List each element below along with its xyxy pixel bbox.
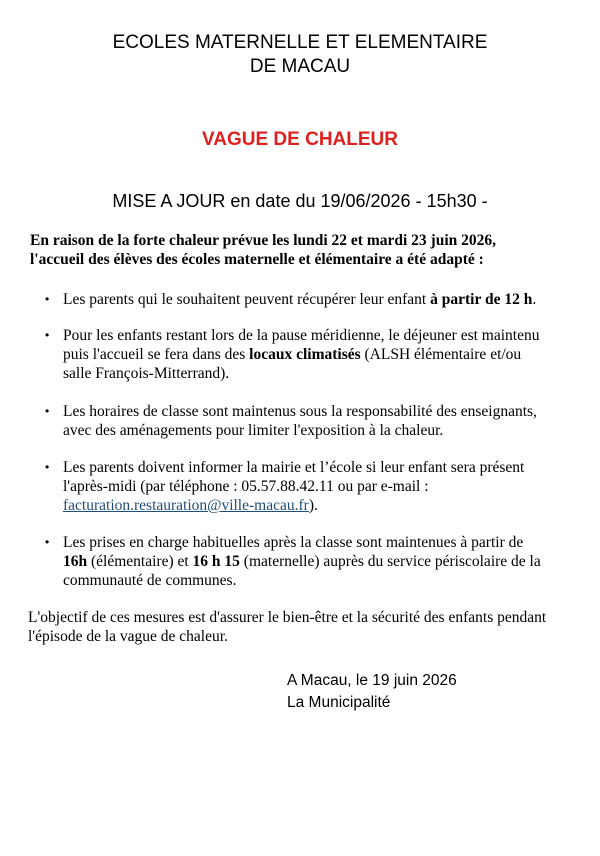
- list-item: [45, 290, 578, 309]
- bullet-dot-icon: •: [45, 460, 50, 474]
- email-link[interactable]: facturation.restauration@ville-macau.fr: [63, 497, 309, 514]
- intro-line: l'accueil des élèves des écoles maternelle et élémentaire a été adapté :: [30, 251, 484, 268]
- closing-line: l'épisode de la vague de chaleur.: [28, 628, 228, 645]
- bullet-line: communauté de communes.: [63, 572, 237, 589]
- school-name-line2: DE MACAU: [249, 56, 351, 77]
- bullet-line: Les horaires de classe sont maintenus sous la responsabilité des enseignants,: [63, 403, 537, 420]
- bullet-text: Les parents qui le souhaitent peuvent récupérer leur enfant: [63, 291, 431, 308]
- bullet-bold-text: à partir de 12 h: [430, 291, 533, 308]
- bullet-bold-text: 16h: [63, 553, 88, 570]
- intro-paragraph: [30, 231, 575, 269]
- update-line: MISE A JOUR en date du 19/06/2026 - 15h30 -: [112, 191, 488, 211]
- list-item: [45, 533, 578, 590]
- bullet-line: Pour les enfants restant lors de la pause méridienne, le déjeuner est maintenu: [63, 327, 540, 344]
- bullet-line: l'après-midi (par téléphone : 05.57.88.42.11 ou par e-mail :: [63, 478, 429, 495]
- closing-paragraph: [28, 608, 578, 646]
- bullet-text: (maternelle) auprès du service périscolaire de la: [239, 553, 541, 570]
- bullet-text: .: [532, 291, 537, 308]
- school-name-line1: ECOLES MATERNELLE ET ELEMENTAIRE: [112, 32, 488, 53]
- signature-signer: La Municipalité: [287, 694, 391, 711]
- alert-title: VAGUE DE CHALEUR: [202, 129, 398, 150]
- bullet-text: ).: [308, 497, 318, 514]
- bullet-line: avec des aménagements pour limiter l'exposition à la chaleur.: [63, 422, 444, 439]
- signature-place-date: A Macau, le 19 juin 2026: [287, 672, 457, 689]
- bullet-dot-icon: •: [45, 292, 50, 306]
- bullet-text: (ALSH élémentaire et/ou: [360, 346, 522, 363]
- bullet-text: (élémentaire) et: [87, 553, 193, 570]
- list-item: [45, 326, 578, 383]
- bullet-dot-icon: •: [45, 328, 50, 342]
- list-item: [45, 402, 578, 440]
- bullet-dot-icon: •: [45, 404, 50, 418]
- list-item: [45, 458, 578, 515]
- bullet-bold-text: locaux climatisés: [249, 346, 361, 363]
- bullet-text: puis l'accueil se fera dans des: [63, 346, 250, 363]
- bullet-dot-icon: •: [45, 535, 50, 549]
- bullet-line: Les prises en charge habituelles après la classe sont maintenues à partir de: [63, 534, 524, 551]
- bullet-bold-text: 16 h 15: [192, 553, 240, 570]
- bullet-line: salle François-Mitterrand).: [63, 365, 230, 382]
- intro-line: En raison de la forte chaleur prévue les lundi 22 et mardi 23 juin 2026,: [30, 232, 497, 249]
- bullet-line: Les parents doivent informer la mairie et l’école si leur enfant sera présent: [63, 459, 525, 476]
- closing-line: L'objectif de ces mesures est d'assurer le bien-être et la sécurité des enfants pendant: [28, 609, 547, 626]
